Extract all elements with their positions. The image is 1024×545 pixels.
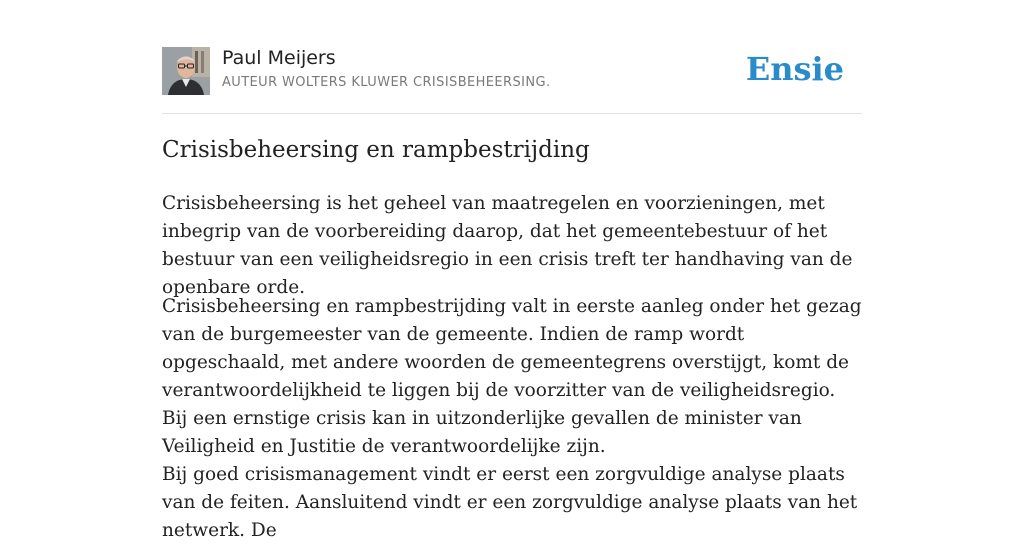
author-role: AUTEUR WOLTERS KLUWER CRISISBEHEERSING. <box>222 75 551 90</box>
paragraph-1: Crisisbeheersing is het geheel van maatregelen en voorzieningen, met inbegrip van de voorbereiding daarop, dat het gemeentebestuur of het bestuur van een veiligheidsregio in een crisis treft ter handhaving van de openbare orde. <box>162 193 853 298</box>
avatar[interactable] <box>162 47 210 95</box>
page-title: Crisisbeheersing en rampbestrijding <box>162 137 590 163</box>
paragraph-3: Bij goed crisismanagement vindt er eerst een zorgvuldige analyse plaats van de feiten. Aansluitend vindt er een zorgvuldige analyse plaats van het netwerk. De <box>162 464 858 541</box>
author-name[interactable]: Paul Meijers <box>222 47 336 69</box>
divider <box>162 113 862 114</box>
author-header <box>162 47 862 95</box>
person-portrait-icon <box>162 47 210 95</box>
brand-logo[interactable]: Ensie <box>745 50 844 88</box>
paragraph-2: Crisisbeheersing en rampbestrijding valt in eerste aanleg onder het gezag van de burgemeester van de gemeente. Indien de ramp wordt opgeschaald, met andere woorden de gemeentegrens overstijgt, komt de verantwoordelijkheid te liggen bij de voorzitter van de veiligheidsregio. Bij een ernstige crisis kan in uitzonderlijke gevallen de minister van Veiligheid en Justitie de verantwoordelijke zijn. <box>162 296 862 457</box>
